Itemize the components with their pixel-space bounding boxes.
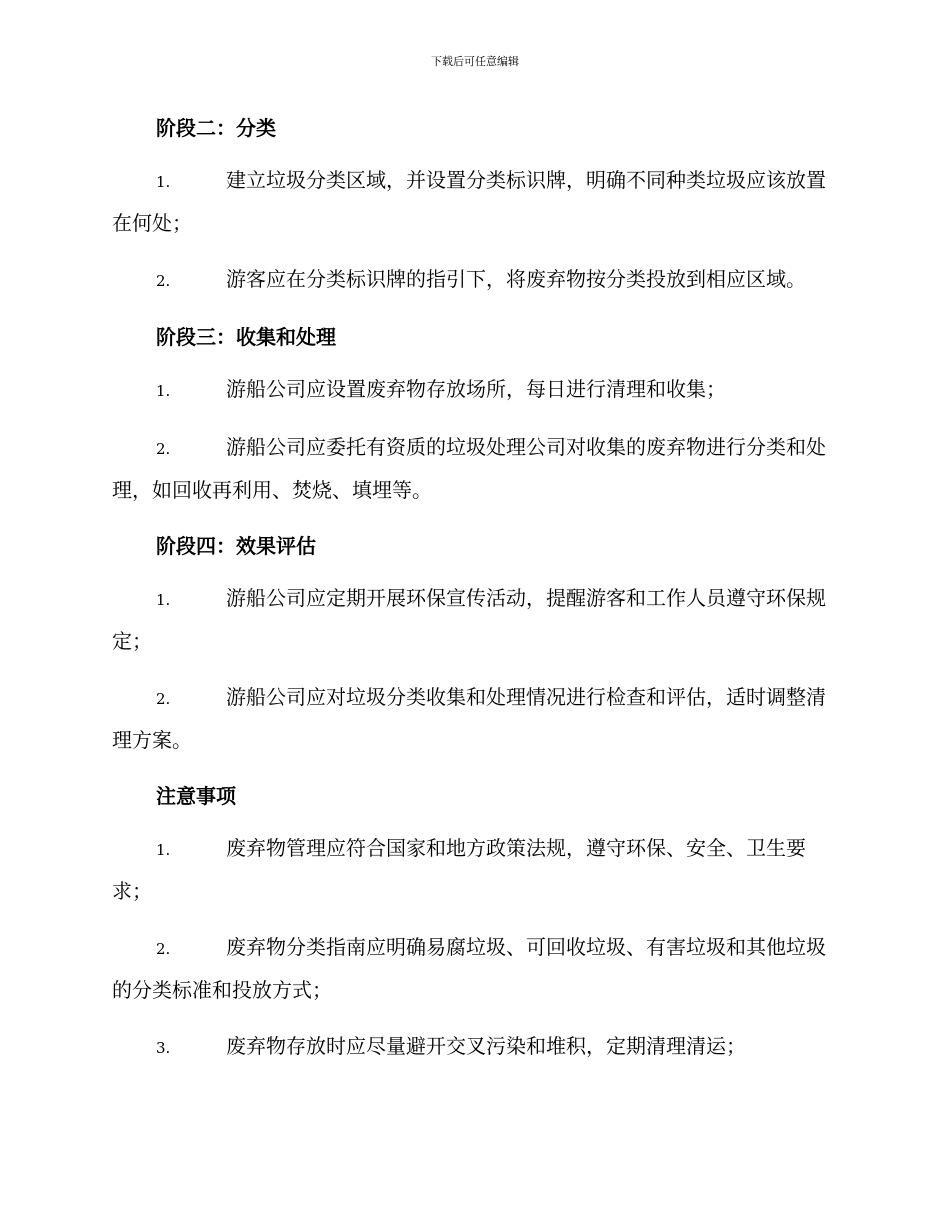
list-item: [112, 259, 834, 302]
section-heading: 阶段四：效果评估: [156, 534, 316, 558]
item-number: 2.: [156, 690, 171, 708]
item-number: 1.: [156, 841, 171, 859]
item-number: 2.: [156, 440, 171, 458]
item-number: 1.: [156, 382, 171, 400]
list-item: [112, 160, 834, 244]
item-number: 2.: [156, 272, 171, 290]
section-heading: 注意事项: [156, 784, 236, 808]
section-heading: 阶段三：收集和处理: [156, 325, 336, 349]
item-text: 游客应在分类标识牌的指引下，将废弃物按分类投放到相应区域。: [226, 267, 806, 291]
section-notes: [112, 776, 834, 1069]
item-text: 废弃物分类指南应明确易腐垃圾、可回收垃圾、有害垃圾和其他垃圾的分类标准和投放方式；: [112, 935, 826, 1002]
list-item: [112, 369, 834, 412]
document-body: [112, 108, 834, 1084]
item-number: 1.: [156, 173, 171, 191]
section-stage-four: [112, 526, 834, 761]
section-stage-two: [112, 108, 834, 302]
item-text: 游船公司应定期开展环保宣传活动，提醒游客和工作人员遵守环保规定；: [112, 586, 826, 653]
list-item: [112, 427, 834, 511]
item-text: 废弃物存放时应尽量避开交叉污染和堆积，定期清理清运；: [226, 1034, 746, 1058]
list-item: [112, 677, 834, 761]
list-item: [112, 927, 834, 1011]
item-text: 建立垃圾分类区域，并设置分类标识牌，明确不同种类垃圾应该放置在何处；: [112, 168, 826, 235]
list-item: [112, 578, 834, 662]
item-number: 3.: [156, 1039, 171, 1057]
item-text: 废弃物管理应符合国家和地方政策法规，遵守环保、安全、卫生要求；: [112, 836, 806, 903]
item-text: 游船公司应设置废弃物存放场所，每日进行清理和收集；: [226, 377, 726, 401]
item-text: 游船公司应委托有资质的垃圾处理公司对收集的废弃物进行分类和处理，如回收再利用、焚烧、填埋等。: [112, 435, 826, 502]
item-number: 1.: [156, 591, 171, 609]
list-item: [112, 828, 834, 912]
section-stage-three: [112, 317, 834, 511]
section-heading: 阶段二：分类: [156, 116, 276, 140]
item-text: 游船公司应对垃圾分类收集和处理情况进行检查和评估，适时调整清理方案。: [112, 685, 826, 752]
list-item: [112, 1026, 834, 1069]
header-note: 下载后可任意编辑: [431, 55, 519, 68]
item-number: 2.: [156, 940, 171, 958]
